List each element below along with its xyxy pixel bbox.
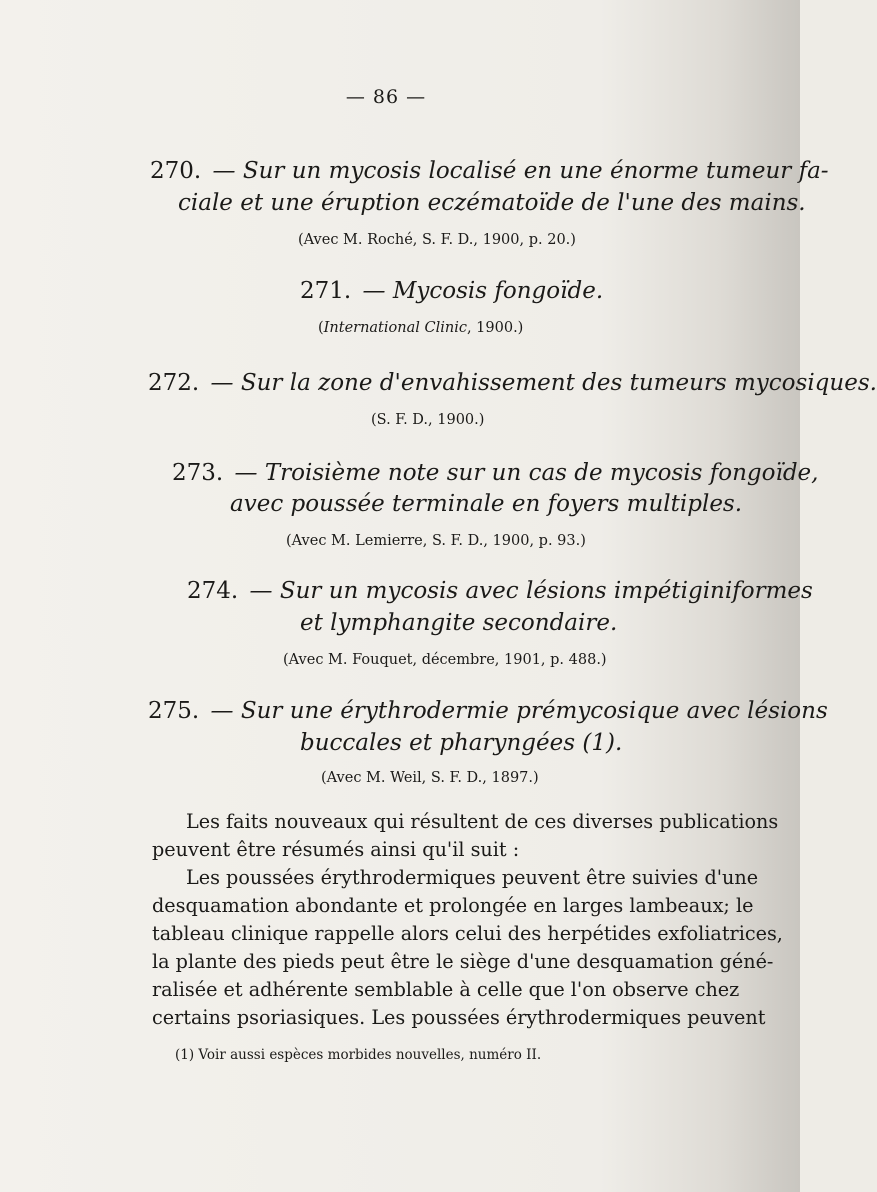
entry-275-title-text-1: — Sur une érythrodermie prémycosique avec lésions bbox=[210, 698, 828, 724]
entry-271-title bbox=[300, 278, 603, 304]
entry-275-title-line-1 bbox=[148, 698, 828, 724]
entry-273-citation: (Avec M. Lemierre, S. F. D., 1900, p. 93.) bbox=[286, 533, 586, 549]
entry-270-number: 270. bbox=[150, 158, 202, 184]
entry-274-title-text-1: — Sur un mycosis avec lésions impétiginiformes bbox=[249, 578, 813, 604]
entry-274-title-line-2: et lymphangite secondaire. bbox=[300, 610, 618, 636]
entry-270-title-line-2: ciale et une éruption eczématoïde de l'une des mains. bbox=[178, 190, 806, 216]
entry-271-citation-source: International Clinic bbox=[323, 320, 467, 336]
entry-274-number: 274. bbox=[187, 578, 239, 604]
entry-271-number: 271. bbox=[300, 278, 352, 304]
body-line-1: Les faits nouveaux qui résultent de ces diverses publications bbox=[186, 810, 779, 833]
entry-271-citation-open: ( bbox=[318, 320, 324, 336]
body-line-4: desquamation abondante et prolongée en larges lambeaux; le bbox=[152, 894, 754, 917]
entry-270-title-line-1 bbox=[150, 158, 829, 184]
entry-271-title-text: — Mycosis fongoïde. bbox=[362, 278, 604, 304]
footnote: (1) Voir aussi espèces morbides nouvelles, numéro II. bbox=[175, 1047, 542, 1063]
entry-275-title-line-2: buccales et pharyngées (1). bbox=[300, 730, 623, 756]
entry-272-citation: (S. F. D., 1900.) bbox=[371, 412, 485, 428]
entry-273-title-line-1 bbox=[172, 460, 818, 486]
entry-274-citation: (Avec M. Fouquet, décembre, 1901, p. 488.) bbox=[283, 652, 607, 668]
entry-272-title bbox=[148, 370, 877, 396]
entry-272-number: 272. bbox=[148, 370, 200, 396]
body-line-2: peuvent être résumés ainsi qu'il suit : bbox=[152, 838, 520, 861]
entry-275-citation: (Avec M. Weil, S. F. D., 1897.) bbox=[321, 770, 539, 786]
body-line-3: Les poussées érythrodermiques peuvent être suivies d'une bbox=[186, 866, 759, 889]
entry-273-title-line-2: avec poussée terminale en foyers multiples. bbox=[230, 491, 743, 517]
page-number: — 86 — bbox=[345, 86, 427, 108]
entry-271-citation bbox=[318, 320, 523, 336]
body-line-6: la plante des pieds peut être le siège d'une desquamation géné- bbox=[152, 950, 774, 973]
body-line-8: certains psoriasiques. Les poussées érythrodermiques peuvent bbox=[152, 1006, 766, 1029]
entry-274-title-line-1 bbox=[187, 578, 813, 604]
entry-270-title-text-1: — Sur un mycosis localisé en une énorme tumeur fa- bbox=[212, 158, 829, 184]
entry-273-title-text-1: — Troisième note sur un cas de mycosis fongoïde, bbox=[234, 460, 819, 486]
body-line-7: ralisée et adhérente semblable à celle que l'on observe chez bbox=[152, 978, 740, 1001]
entry-273-number: 273. bbox=[172, 460, 224, 486]
entry-271-citation-close: , 1900.) bbox=[466, 320, 524, 336]
entry-270-citation: (Avec M. Roché, S. F. D., 1900, p. 20.) bbox=[298, 232, 576, 248]
entry-275-number: 275. bbox=[148, 698, 200, 724]
body-line-5: tableau clinique rappelle alors celui des herpétides exfoliatrices, bbox=[152, 922, 783, 945]
entry-272-title-text: — Sur la zone d'envahissement des tumeurs mycosiques. bbox=[210, 370, 877, 396]
